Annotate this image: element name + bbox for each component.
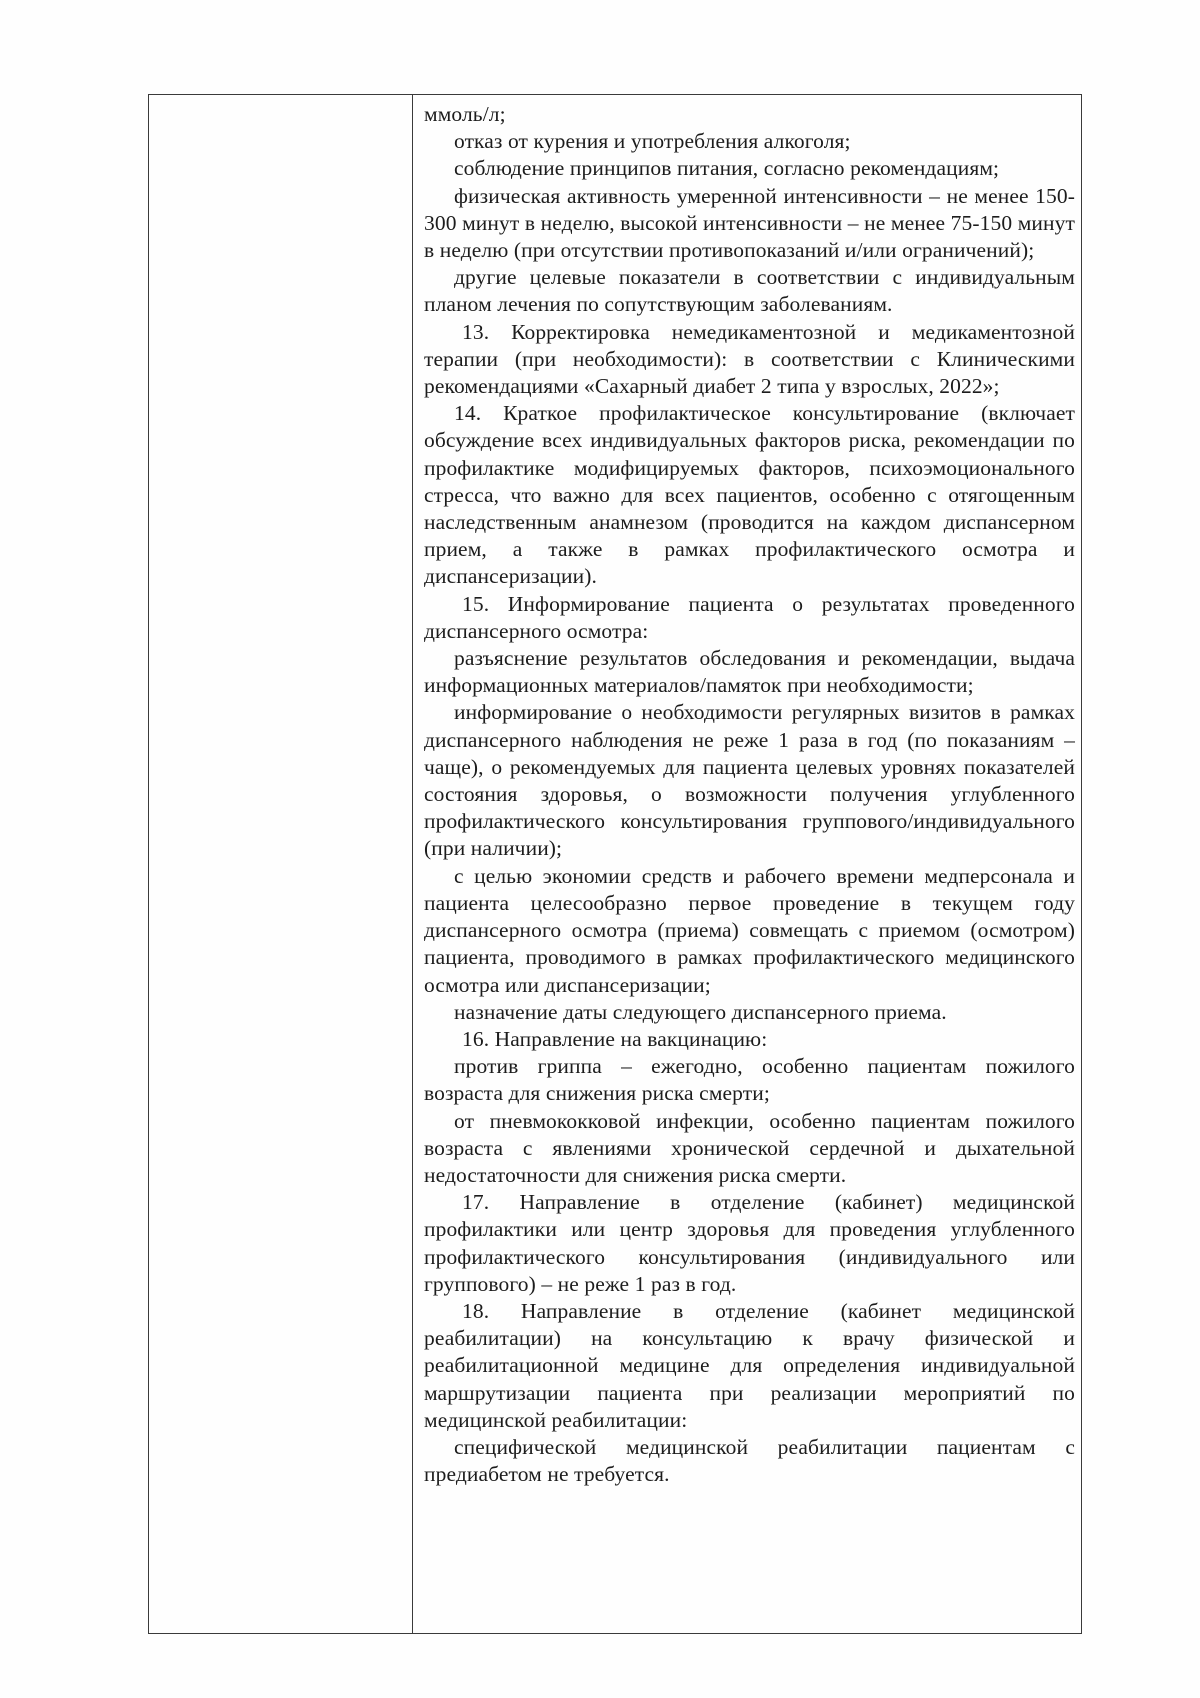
table-left-column bbox=[149, 95, 413, 1633]
paragraph: информирование о необходимости регулярных визитов в рамках диспансерного наблюдения не реже 1 раза в год (по показаниям – чаще), о рекомендуемых для пациента целевых уровнях показателей состояния здоровья, о возможности получения углубленного профилактического консультирования группового/индивидуального (при наличии); bbox=[424, 700, 1075, 861]
paragraph: специфической медицинской реабилитации пациентам с предиабетом не требуется. bbox=[424, 1434, 1075, 1487]
paragraph: назначение даты следующего диспансерного приема. bbox=[454, 999, 947, 1024]
paragraph: с целью экономии средств и рабочего времени медперсонала и пациента целесообразно первое проведение в текущем году диспансерного осмотра (приема) совмещать с приемом (осмотром) пациента, проводимого в рамках профилактического медицинского осмотра или диспансеризации; bbox=[424, 863, 1075, 997]
paragraph: отказ от курения и употребления алкоголя; bbox=[454, 129, 851, 154]
paragraph: соблюдение принципов питания, согласно рекомендациям; bbox=[454, 156, 1000, 181]
document-table bbox=[148, 94, 1082, 1634]
paragraph-item-14: 14. Краткое профилактическое консультирование (включает обсуждение всех индивидуальных факторов риска, рекомендации по профилактике модифицируемых факторов, психоэмоционального стресса, что важно для всех пациентов, особенно с отягощенным наследственным анамнезом (проводится на каждом диспансерном прием, а также в рамках профилактического осмотра и диспансеризации). bbox=[424, 401, 1075, 589]
paragraph-item-15: 15. Информирование пациента о результатах проведенного диспансерного осмотра: bbox=[424, 591, 1075, 643]
paragraph-item-18: 18. Направление в отделение (кабинет медицинской реабилитации) на консультацию к врачу физической и реабилитационной медицине для определения индивидуальной маршрутизации пациента при реализации мероприятий по медицинской реабилитации: bbox=[424, 1298, 1075, 1432]
paragraph: против гриппа – ежегодно, особенно пациентам пожилого возраста для снижения риска смерти; bbox=[424, 1054, 1075, 1106]
paragraph: ммоль/л; bbox=[424, 102, 506, 126]
paragraph: разъяснение результатов обследования и рекомендации, выдача информационных материалов/памяток при необходимости; bbox=[424, 646, 1075, 698]
paragraph-item-16: 16. Направление на вакцинацию: bbox=[462, 1026, 768, 1051]
paragraph: физическая активность умеренной интенсивности – не менее 150-300 минут в неделю, высокой интенсивности – не менее 75-150 минут в неделю (при отсутствии противопоказаний и/или ограничений); bbox=[424, 183, 1075, 263]
table-right-column bbox=[413, 95, 1081, 1633]
paragraph-item-17: 17. Направление в отделение (кабинет) медицинской профилактики или центр здоровья для проведения углубленного профилактического консультирования (индивидуального или группового) – не реже 1 раз в год. bbox=[424, 1190, 1075, 1296]
paragraph: другие целевые показатели в соответствии с индивидуальным планом лечения по сопутствующим заболеваниям. bbox=[424, 265, 1075, 317]
paragraph: от пневмококковой инфекции, особенно пациентам пожилого возраста с явлениями хронической сердечной и дыхательной недостаточности для снижения риска смерти. bbox=[424, 1108, 1075, 1187]
paragraph-item-13: 13. Корректировка немедикаментозной и медикаментозной терапии (при необходимости): в соответствии с Клиническими рекомендациями «Сахарный диабет 2 типа у взрослых, 2022»; bbox=[424, 319, 1075, 399]
